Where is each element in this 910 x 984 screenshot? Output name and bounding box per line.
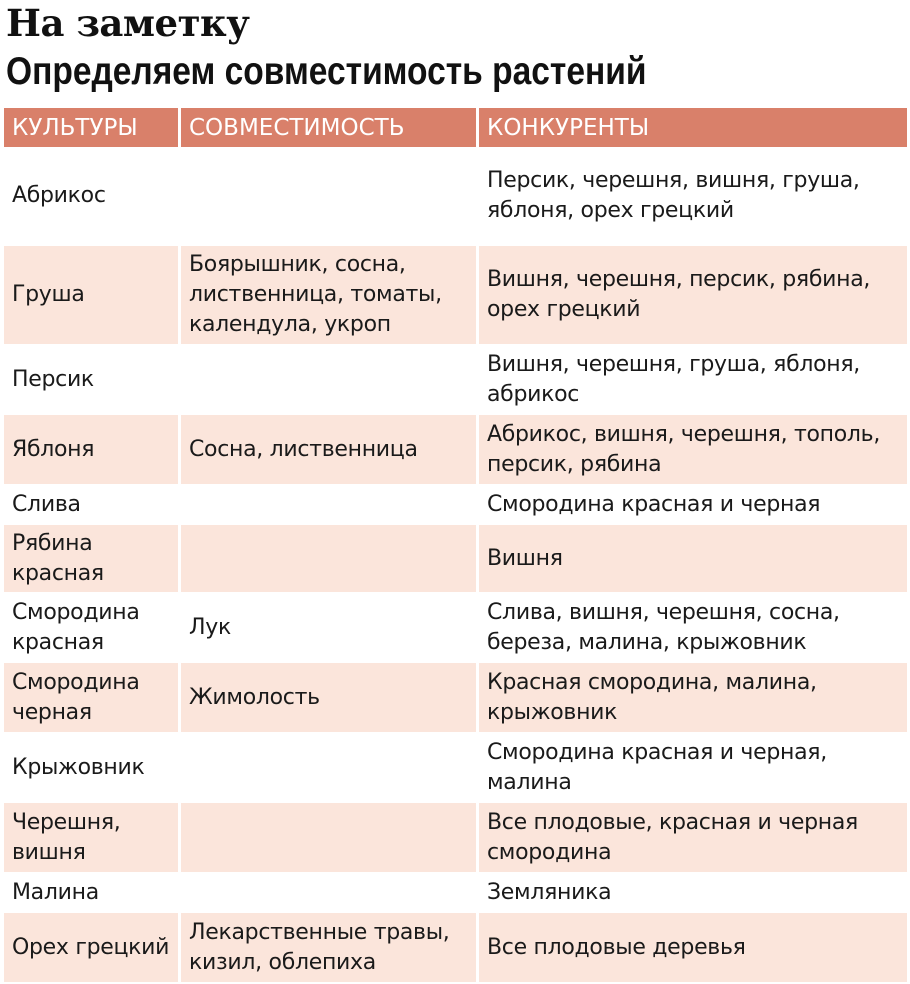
- column-header-competitors: КОНКУРЕНТЫ: [479, 108, 907, 147]
- table-header-row: [4, 108, 907, 147]
- table-row: [4, 873, 907, 913]
- table-row: [4, 803, 907, 873]
- competitors-cell: Вишня, черешня, персик, рябина, орех грецкий: [479, 246, 907, 345]
- culture-cell: Смородина красная: [4, 593, 181, 663]
- culture-cell: Яблоня: [4, 415, 181, 485]
- culture-cell: Смородина черная: [4, 663, 181, 733]
- table-row: [4, 147, 907, 246]
- culture-cell: Груша: [4, 246, 181, 345]
- compatibility-cell: [181, 345, 479, 415]
- compatibility-table: [4, 108, 907, 983]
- compatibility-cell: [181, 485, 479, 525]
- table-row: [4, 663, 907, 733]
- culture-cell: Черешня, вишня: [4, 803, 181, 873]
- table-row: [4, 345, 907, 415]
- column-header-cultures: КУЛЬТУРЫ: [4, 108, 181, 147]
- compatibility-cell: [181, 733, 479, 803]
- table-row: [4, 733, 907, 803]
- culture-cell: Крыжовник: [4, 733, 181, 803]
- compatibility-cell: Лук: [181, 593, 479, 663]
- competitors-cell: Красная смородина, малина, крыжовник: [479, 663, 907, 733]
- competitors-cell: Персик, черешня, вишня, груша, яблоня, орех грецкий: [479, 147, 907, 246]
- competitors-cell: Вишня, черешня, груша, яблоня, абрикос: [479, 345, 907, 415]
- compatibility-cell: Боярышник, сосна, лиственница, томаты, календула, укроп: [181, 246, 479, 345]
- compatibility-cell: [181, 525, 479, 593]
- column-header-compatibility: СОВМЕСТИМОСТЬ: [181, 108, 479, 147]
- table-row: [4, 913, 907, 983]
- table-row: [4, 593, 907, 663]
- compatibility-cell: Жимолость: [181, 663, 479, 733]
- compatibility-cell: Лекарственные травы, кизил, облепиха: [181, 913, 479, 983]
- culture-cell: Малина: [4, 873, 181, 913]
- culture-cell: Рябина красная: [4, 525, 181, 593]
- table-row: [4, 246, 907, 345]
- culture-cell: Орех грецкий: [4, 913, 181, 983]
- competitors-cell: Все плодовые деревья: [479, 913, 907, 983]
- page-title: Определяем совместимость растений: [6, 50, 647, 93]
- compatibility-cell: [181, 803, 479, 873]
- culture-cell: Абрикос: [4, 147, 181, 246]
- table-row: [4, 415, 907, 485]
- compatibility-cell: [181, 147, 479, 246]
- culture-cell: Персик: [4, 345, 181, 415]
- competitors-cell: Абрикос, вишня, черешня, тополь, персик, рябина: [479, 415, 907, 485]
- competitors-cell: Все плодовые, красная и черная смородина: [479, 803, 907, 873]
- competitors-cell: Вишня: [479, 525, 907, 593]
- kicker-heading: На заметку: [6, 1, 250, 45]
- table-row: [4, 485, 907, 525]
- compatibility-cell: Сосна, лиственница: [181, 415, 479, 485]
- competitors-cell: Слива, вишня, черешня, сосна, береза, малина, крыжовник: [479, 593, 907, 663]
- competitors-cell: Земляника: [479, 873, 907, 913]
- table-row: [4, 525, 907, 593]
- competitors-cell: Смородина красная и черная: [479, 485, 907, 525]
- compatibility-cell: [181, 873, 479, 913]
- culture-cell: Слива: [4, 485, 181, 525]
- competitors-cell: Смородина красная и черная, малина: [479, 733, 907, 803]
